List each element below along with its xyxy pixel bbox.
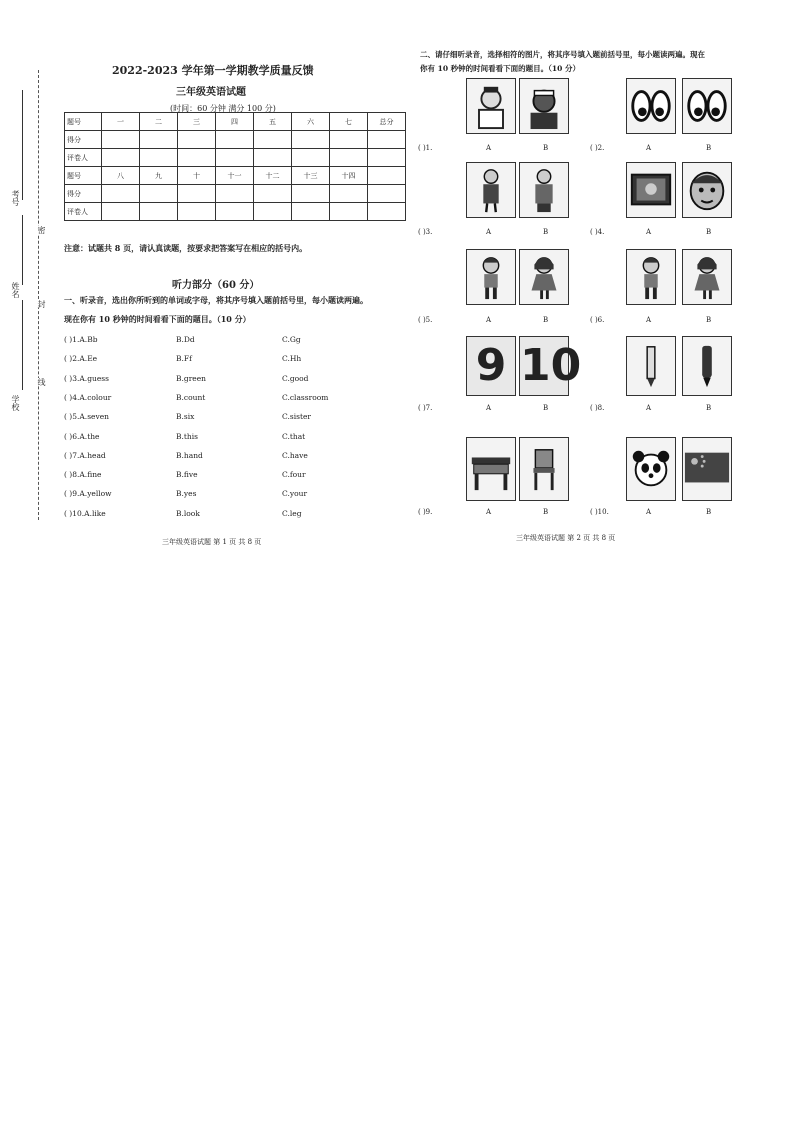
part2-question-number[interactable]: ( )10. <box>590 508 609 516</box>
part2-option-a-label: A <box>646 404 652 412</box>
part1-question-number[interactable]: ( )10.A.like <box>64 508 106 518</box>
part1-option-c: C.good <box>282 373 309 383</box>
digit-nine: 9 <box>475 340 507 391</box>
part2-option-b-label: B <box>543 404 549 412</box>
part1-option-b: B.count <box>176 392 206 402</box>
part2-option-b-label: B <box>706 508 712 516</box>
score-table <box>64 112 406 221</box>
part2-option-b-label: B <box>543 508 549 516</box>
binding-line <box>38 70 39 520</box>
digit-ten: 10 <box>520 340 582 391</box>
name-label: 姓名 <box>11 282 20 298</box>
part1-option-c: C.four <box>282 470 306 480</box>
cell: 十二 <box>254 167 292 185</box>
cell: 三 <box>178 113 216 131</box>
part2-option-b-label: B <box>543 144 549 152</box>
cell: 八 <box>102 167 140 185</box>
cell: 一 <box>102 113 140 131</box>
score-row-4 <box>65 167 406 185</box>
part1-option-b: B.Ff <box>176 354 192 364</box>
part1-option-b: B.look <box>176 508 200 518</box>
cell: 十三 <box>292 167 330 185</box>
cell: 十四 <box>330 167 368 185</box>
part1-instruction-1: 一、听录音，选出你所听到的单词或字母，将其序号填入题前括号里，每小题读两遍。 <box>64 295 368 305</box>
nine-icon[interactable] <box>466 336 516 396</box>
part2-option-a-label: A <box>646 228 652 236</box>
cell: 评卷人 <box>65 149 102 167</box>
part1-option-b: B.green <box>176 373 206 383</box>
part1-question-number[interactable]: ( )5.A.seven <box>64 412 109 422</box>
girl-icon[interactable] <box>519 249 569 305</box>
exam-no-label: 考号 <box>11 190 20 206</box>
score-row-6 <box>65 203 406 221</box>
seal-char-3: 线 <box>37 378 46 386</box>
exam-no-line <box>22 90 23 200</box>
cell: 得分 <box>65 185 102 203</box>
exam-subtitle: 三年级英语试题 <box>176 87 246 98</box>
cell: 得分 <box>65 131 102 149</box>
tv-icon[interactable] <box>626 162 676 218</box>
score-row-3 <box>65 149 406 167</box>
cell: 评卷人 <box>65 203 102 221</box>
cell: 总分 <box>368 113 406 131</box>
part1-question-number[interactable]: ( )7.A.head <box>64 450 106 460</box>
part1-instruction-2: 现在你有 10 秒钟的时间看看下面的题目。（10 分） <box>64 314 251 324</box>
part2-question-number[interactable]: ( )2. <box>590 144 605 152</box>
cell: 六 <box>292 113 330 131</box>
eyes-icon[interactable] <box>682 78 732 134</box>
part1-option-b: B.Dd <box>176 335 195 344</box>
boy-icon[interactable] <box>466 249 516 305</box>
desk-icon[interactable] <box>466 437 516 501</box>
part2-option-b-label: B <box>543 228 549 236</box>
part1-option-c: C.your <box>282 489 308 499</box>
cell: 九 <box>140 167 178 185</box>
part1-option-c: C.Gg <box>282 335 301 344</box>
listening-title: 听力部分（60 分） <box>172 280 260 291</box>
part1-option-b: B.this <box>176 431 198 441</box>
part2-question-number[interactable]: ( )6. <box>590 316 605 324</box>
cell: 题号 <box>65 167 102 185</box>
seal-char-2: 封 <box>37 300 46 308</box>
part2-question-number[interactable]: ( )9. <box>418 508 433 516</box>
part2-option-a-label: A <box>646 316 652 324</box>
part1-option-c: C.classroom <box>282 392 329 402</box>
cell: 十一 <box>216 167 254 185</box>
part2-question-number[interactable]: ( )1. <box>418 144 433 152</box>
face-icon[interactable] <box>682 162 732 218</box>
part2-option-b-label: B <box>706 228 712 236</box>
school-label: 学校 <box>11 395 20 411</box>
cell: 七 <box>330 113 368 131</box>
part2-option-a-label: A <box>486 228 492 236</box>
man-icon[interactable] <box>519 162 569 218</box>
exam-note: 注意：试题共 8 页，请认真读题，按要求把答案写在相应的括号内。 <box>64 243 308 253</box>
part1-question-number[interactable]: ( )8.A.fine <box>64 470 102 480</box>
exam-duration: (时间：60 分钟 满分 100 分) <box>170 104 276 113</box>
footer-left: 三年级英语试题 第 1 页 共 8 页 <box>162 538 262 546</box>
part2-question-number[interactable]: ( )8. <box>590 404 605 412</box>
footer-right: 三年级英语试题 第 2 页 共 8 页 <box>516 534 616 542</box>
score-row-2 <box>65 131 406 149</box>
name-line <box>22 215 23 285</box>
ten-icon[interactable] <box>519 336 582 396</box>
flag-icon[interactable] <box>682 437 732 501</box>
part2-question-number[interactable]: ( )3. <box>418 228 433 236</box>
pencil-icon[interactable] <box>626 336 676 396</box>
part1-option-c: C.Hh <box>282 354 302 364</box>
part2-instruction-2: 你有 10 秒钟的时间看看下面的题目。（10 分） <box>420 64 580 73</box>
pen-icon[interactable] <box>682 336 732 396</box>
woman-icon[interactable] <box>466 162 516 218</box>
chair-icon[interactable] <box>519 437 569 501</box>
cell: 五 <box>254 113 292 131</box>
boy-icon[interactable] <box>626 249 676 305</box>
part1-option-b: B.five <box>176 470 198 480</box>
part2-question-number[interactable]: ( )5. <box>418 316 433 324</box>
part2-option-b-label: B <box>706 316 712 324</box>
part2-option-a-label: A <box>646 144 652 152</box>
part2-option-a-label: A <box>486 508 492 516</box>
part1-option-c: C.have <box>282 450 308 460</box>
part2-option-a-label: A <box>486 144 492 152</box>
part2-option-b-label: B <box>706 404 712 412</box>
girl-icon[interactable] <box>682 249 732 305</box>
page-title: 2022-2023 学年第一学期教学质量反馈 <box>112 64 314 77</box>
part1-question-number[interactable]: ( )1.A.Bb <box>64 335 98 344</box>
part1-question-number[interactable]: ( )4.A.colour <box>64 392 112 402</box>
part1-option-b: B.yes <box>176 489 197 499</box>
cell: 题号 <box>65 113 102 131</box>
part2-option-a-label: A <box>486 316 492 324</box>
part1-question-number[interactable]: ( )9.A.yellow <box>64 489 112 499</box>
part1-option-c: C.that <box>282 431 306 441</box>
score-row-5 <box>65 185 406 203</box>
part2-option-b-label: B <box>543 316 549 324</box>
part2-question-number[interactable]: ( )4. <box>590 228 605 236</box>
part1-option-c: C.leg <box>282 508 302 518</box>
part2-option-a-label: A <box>646 508 652 516</box>
panda-icon[interactable] <box>626 437 676 501</box>
cell: 四 <box>216 113 254 131</box>
part2-instruction-1: 二、请仔细听录音，选择相符的图片，将其序号填入题前括号里，每小题读两遍。现在 <box>420 50 705 59</box>
doctor-icon[interactable] <box>466 78 516 134</box>
seal-char-1: 密 <box>37 226 46 234</box>
score-row-1 <box>65 113 406 131</box>
cell: 二 <box>140 113 178 131</box>
part2-option-a-label: A <box>486 404 492 412</box>
part1-question-number[interactable]: ( )2.A.Ee <box>64 354 98 364</box>
part1-option-b: B.hand <box>176 450 203 460</box>
part2-question-number[interactable]: ( )7. <box>418 404 433 412</box>
part1-option-c: C.sister <box>282 412 311 422</box>
cell: 十 <box>178 167 216 185</box>
eyes-icon[interactable] <box>626 78 676 134</box>
part2-option-b-label: B <box>706 144 712 152</box>
part1-question-number[interactable]: ( )3.A.guess <box>64 373 109 383</box>
part1-question-number[interactable]: ( )6.A.the <box>64 431 100 441</box>
part1-option-b: B.six <box>176 412 195 422</box>
school-line <box>22 300 23 390</box>
nurse-icon[interactable] <box>519 78 569 134</box>
